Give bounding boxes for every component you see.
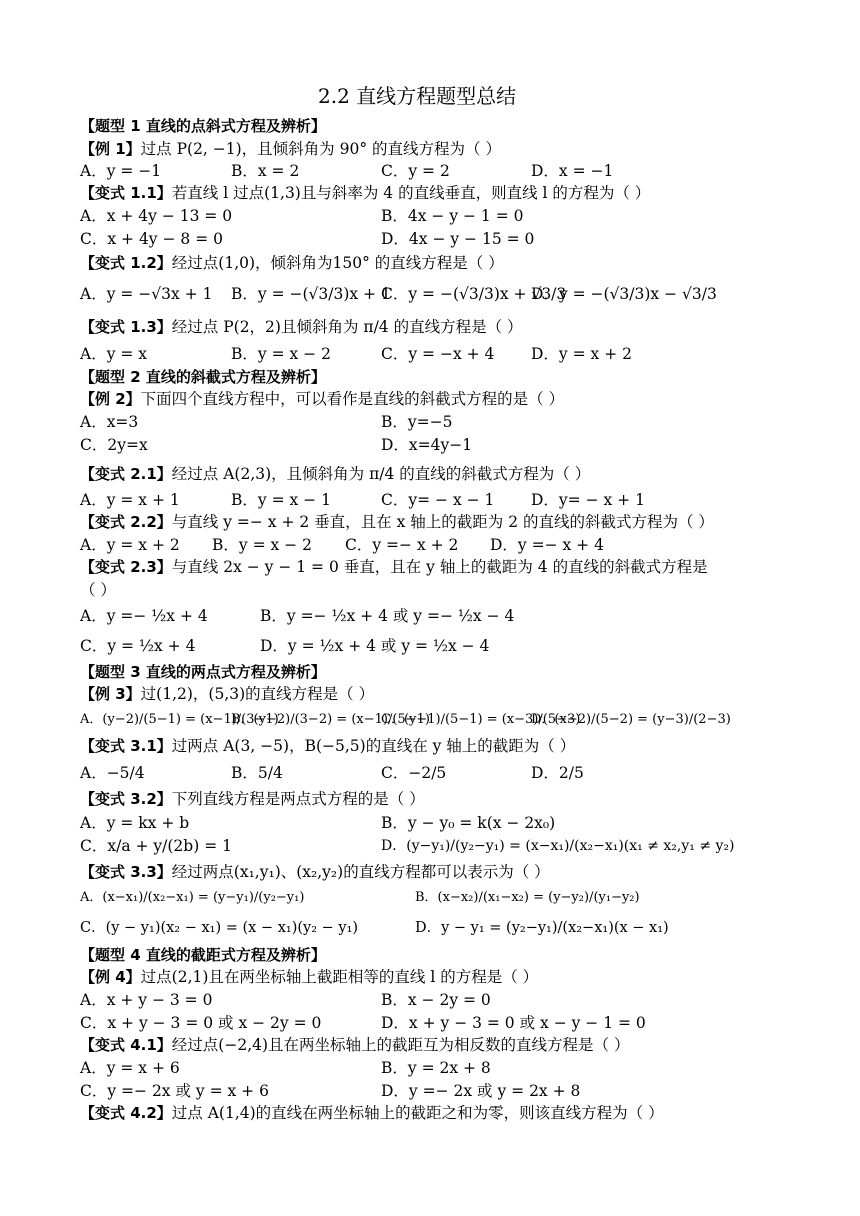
question-tag: 【变式 2.3】	[80, 558, 172, 576]
question-tag: 【例 1】	[80, 140, 141, 158]
option-a: A．y = −1	[80, 162, 162, 180]
question-v33	[80, 862, 550, 882]
question-ex1	[80, 139, 501, 159]
question-tag: 【变式 4.1】	[80, 1036, 172, 1054]
option-d: D．(y−y₁)/(y₂−y₁) = (x−x₁)/(x₂−x₁)(x₁ ≠ x₂,y₁ ≠ y₂)	[381, 838, 735, 854]
question-v31	[80, 736, 575, 756]
question-v32	[80, 789, 425, 809]
option-d: D．x=4y−1	[381, 436, 473, 454]
question-text: 经过点 P(2，2)且倾斜角为 π/4 的直线方程是（ ）	[171, 318, 523, 336]
question-tag: 【变式 3.3】	[80, 863, 172, 881]
question-text: 与直线 2x − y − 1 = 0 垂直，且在 y 轴上的截距为 4 的直线的斜截式方程是	[171, 558, 708, 576]
question-tag: 【例 3】	[80, 685, 141, 703]
option-c: C．x + 4y − 8 = 0	[80, 230, 223, 248]
option-c: C．−2/5	[381, 764, 447, 782]
question-text: 过点 P(2, −1)，且倾斜角为 90° 的直线方程为（ ）	[140, 140, 501, 158]
option-c: C．y = −x + 4	[381, 345, 495, 363]
question-tag: 【变式 3.1】	[80, 737, 172, 755]
question-v12	[80, 253, 504, 273]
option-a: A．y = −√3x + 1	[80, 285, 213, 303]
question-v21	[80, 464, 590, 484]
question-text: 过两点 A(3, −5)，B(−5,5)的直线在 y 轴上的截距为（ ）	[171, 737, 576, 755]
option-c: C．y =− x + 2	[345, 536, 459, 554]
question-text: 经过点 A(2,3)，且倾斜角为 π/4 的直线的斜截式方程为（ ）	[171, 465, 591, 483]
option-c: C．2y=x	[80, 436, 148, 454]
question-tag: 【变式 4.2】	[80, 1104, 172, 1122]
question-tag: 【变式 1.1】	[80, 184, 172, 202]
option-b: B．y = −(√3/3)x + 1	[231, 285, 391, 303]
question-ex2	[80, 389, 564, 409]
option-c: C．(y − y₁)(x₂ − x₁) = (x − x₁)(y₂ − y₁)	[80, 920, 359, 936]
option-c: C．y = ½x + 4	[80, 637, 196, 655]
question-text: 下面四个直线方程中，可以看作是直线的斜截式方程的是（ ）	[140, 390, 565, 408]
question-tag: 【变式 2.1】	[80, 465, 172, 483]
option-b: B．y =− ½x + 4 或 y =− ½x − 4	[260, 607, 515, 625]
option-d: D．4x − y − 15 = 0	[381, 230, 535, 248]
question-v11	[80, 183, 650, 203]
option-d: D．y = −(√3/3)x − √3/3	[531, 285, 717, 303]
option-a: A．x + y − 3 = 0	[80, 991, 213, 1009]
option-c: C．y= − x − 1	[381, 491, 495, 509]
question-v42	[80, 1103, 664, 1123]
question-text: 下列直线方程是两点式方程的是（ ）	[171, 790, 425, 808]
option-b: B．y=−5	[381, 413, 453, 431]
option-d: D．x = −1	[531, 162, 614, 180]
option-d: D．y= − x + 1	[531, 491, 645, 509]
option-c: C．y = 2	[381, 162, 450, 180]
option-a: A．y = kx + b	[80, 814, 190, 832]
option-b: B．y = x − 1	[231, 491, 331, 509]
option-a: A．y = x + 6	[80, 1059, 180, 1077]
option-a: A．y = x + 2	[80, 536, 180, 554]
option-d: D．2/5	[531, 764, 584, 782]
section-heading-4: 【题型 4 直线的截距式方程及辨析】	[80, 946, 326, 964]
option-c: C．x + y − 3 = 0 或 x − 2y = 0	[80, 1014, 322, 1032]
section-heading-1: 【题型 1 直线的点斜式方程及辨析】	[80, 117, 326, 135]
option-a: A．(x−x₁)/(x₂−x₁) = (y−y₁)/(y₂−y₁)	[80, 890, 305, 905]
section-heading-3: 【题型 3 直线的两点式方程及辨析】	[80, 663, 326, 681]
option-a: A．y = x	[80, 345, 148, 363]
question-ex3	[80, 684, 374, 704]
question-text: 经过点(−2,4)且在两坐标轴上的截距互为相反数的直线方程是（ ）	[171, 1036, 630, 1054]
question-v22	[80, 512, 714, 532]
option-a: A．−5/4	[80, 764, 145, 782]
option-b: B．y = x − 2	[212, 536, 312, 554]
option-d: D．y = ½x + 4 或 y = ½x − 4	[260, 637, 490, 655]
option-a: A．y = x + 1	[80, 491, 180, 509]
question-text: 过(1,2)，(5,3)的直线方程是（ ）	[140, 685, 375, 703]
option-b: B．5/4	[231, 764, 283, 782]
question-text: 过点 A(1,4)的直线在两坐标轴上的截距之和为零，则该直线方程为（ ）	[171, 1104, 664, 1122]
option-b: B．y = 2x + 8	[381, 1059, 491, 1077]
option-b: B．y − y₀ = k(x − 2x₀)	[381, 814, 556, 832]
question-text: 与直线 y =− x + 2 垂直，且在 x 轴上的截距为 2 的直线的斜截式方程为（ ）	[171, 513, 714, 531]
section-heading-2: 【题型 2 直线的斜截式方程及辨析】	[80, 368, 326, 386]
question-text: 经过两点(x₁,y₁)、(x₂,y₂)的直线方程都可以表示为（ ）	[171, 863, 550, 881]
option-a: A．x + 4y − 13 = 0	[80, 207, 233, 225]
option-b: B．4x − y − 1 = 0	[381, 207, 524, 225]
option-c: C．y =− 2x 或 y = x + 6	[80, 1082, 269, 1100]
option-b: B．(x−x₂)/(x₁−x₂) = (y−y₂)/(y₁−y₂)	[415, 890, 640, 905]
question-tag: 【变式 1.2】	[80, 254, 172, 272]
option-c: C．x/a + y/(2b) = 1	[80, 837, 232, 855]
option-d: D．x + y − 3 = 0 或 x − y − 1 = 0	[381, 1014, 646, 1032]
option-b: B．x = 2	[231, 162, 300, 180]
question-v23	[80, 557, 708, 577]
question-tag: 【变式 2.2】	[80, 513, 172, 531]
question-tag: 【变式 1.3】	[80, 318, 172, 336]
option-b: B．y = x − 2	[231, 345, 331, 363]
option-a: A．(y−2)/(5−1) = (x−1)/(3−1)	[80, 712, 279, 727]
question-text: 若直线 l 过点(1,3)且与斜率为 4 的直线垂直，则直线 l 的方程为（ ）	[171, 184, 651, 202]
option-d: D．y =− 2x 或 y = 2x + 8	[381, 1082, 581, 1100]
option-d: D．y = x + 2	[531, 345, 632, 363]
option-b: B．x − 2y = 0	[381, 991, 491, 1009]
question-v13	[80, 317, 523, 337]
question-v41	[80, 1035, 629, 1055]
page-title: 2.2 直线方程题型总结	[318, 84, 517, 108]
option-d: D．(x−2)/(5−2) = (y−3)/(2−3)	[531, 712, 731, 727]
question-tag: 【例 4】	[80, 968, 141, 986]
option-b: B．(y−2)/(3−2) = (x−1)/(5−1)	[231, 712, 430, 727]
question-ex4	[80, 967, 538, 987]
question-tag: 【变式 3.2】	[80, 790, 172, 808]
option-d: D．y =− x + 4	[490, 536, 604, 554]
question-text: 经过点(1,0)，倾斜角为150° 的直线方程是（ ）	[171, 254, 504, 272]
option-c: C．(y−1)/(5−1) = (x−3)/(5−3)	[381, 712, 581, 727]
option-d: D．y − y₁ = (y₂−y₁)/(x₂−x₁)(x − x₁)	[415, 920, 669, 936]
question-tag: 【例 2】	[80, 390, 141, 408]
question-text: 过点(2,1)且在两坐标轴上截距相等的直线 l 的方程是（ ）	[140, 968, 539, 986]
option-a: A．x=3	[80, 413, 139, 431]
question-v23-paren: （ ）	[80, 581, 116, 599]
option-c: C．y = −(√3/3)x + √3/3	[381, 285, 567, 303]
option-a: A．y =− ½x + 4	[80, 607, 208, 625]
